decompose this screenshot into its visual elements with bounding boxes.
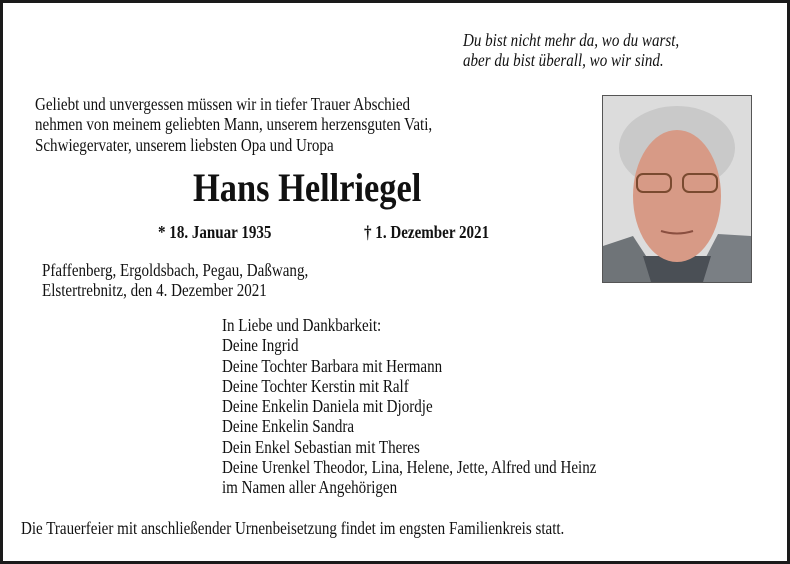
birth-date: * 18. Januar 1935 bbox=[158, 222, 272, 242]
mourner-line: Dein Enkel Sebastian mit Theres bbox=[222, 436, 420, 457]
quote bbox=[463, 30, 679, 71]
mourner-line: Deine Ingrid bbox=[222, 335, 299, 356]
place-line: Elstertrebnitz, den 4. Dezember 2021 bbox=[42, 280, 267, 301]
mourner-line: In Liebe und Dankbarkeit: bbox=[222, 315, 382, 335]
mourner-line: im Namen aller Angehörigen bbox=[222, 477, 398, 498]
mourner-line: Deine Urenkel Theodor, Lina, Helene, Jette, Alfred und Heinz bbox=[222, 457, 597, 478]
mourner-line: Deine Tochter Kerstin mit Ralf bbox=[222, 375, 409, 396]
quote-line: aber du bist überall, wo wir sind. bbox=[463, 50, 664, 71]
death-date: † 1. Dezember 2021 bbox=[364, 222, 490, 242]
funeral-notice: Die Trauerfeier mit anschließender Urnenbeisetzung findet im engsten Familienkreis statt. bbox=[21, 518, 565, 538]
intro-line: nehmen von meinem geliebten Mann, unserem herzensguten Vati, bbox=[35, 114, 433, 135]
mourner-line: Deine Tochter Barbara mit Hermann bbox=[222, 355, 443, 376]
place-and-date bbox=[42, 260, 308, 301]
deceased-name: Hans Hellriegel bbox=[193, 165, 422, 210]
intro-line: Geliebt und unvergessen müssen wir in tiefer Trauer Abschied bbox=[35, 94, 411, 114]
mourner-line: Deine Enkelin Daniela mit Djordje bbox=[222, 396, 433, 417]
mourners-list bbox=[222, 315, 596, 498]
mourner-line: Deine Enkelin Sandra bbox=[222, 416, 355, 437]
place-line: Pfaffenberg, Ergoldsbach, Pegau, Daßwang, bbox=[42, 260, 309, 280]
portrait-photo bbox=[602, 95, 752, 283]
intro-text bbox=[35, 94, 432, 155]
intro-line: Schwiegervater, unserem liebsten Opa und Uropa bbox=[35, 134, 334, 155]
quote-line: Du bist nicht mehr da, wo du warst, bbox=[463, 30, 680, 50]
